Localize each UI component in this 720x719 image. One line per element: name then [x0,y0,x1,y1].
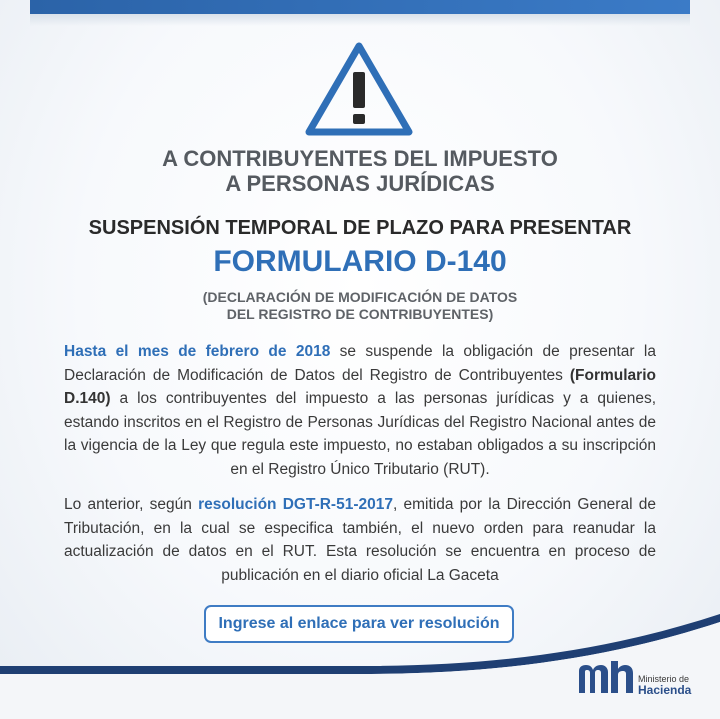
form-description [0,289,720,323]
body-paragraph-2 [64,493,656,587]
headline-line-2: A PERSONAS JURÍDICAS [225,171,495,196]
page-headline [0,146,720,196]
view-resolution-link-button[interactable]: Ingrese al enlace para ver resolución [204,605,514,643]
paragraph-1-text-a: se suspende la obligación de presentar la Declaración de Modificación de Datos del Registro de Contribuyentes [64,343,656,384]
paragraph-2-highlight: resolución DGT-R-51-2017 [198,496,393,513]
paragraph-1-bold: (Formulario D.140) [64,366,656,407]
mh-logo-icon [577,661,637,697]
logo-text-ministerio: Ministerio de [638,674,690,684]
paragraph-2-text-a: Lo anterior, según [64,496,199,513]
warning-triangle-icon [303,40,415,138]
form-description-line-1: (DECLARACIÓN DE MODIFICACIÓN DE DATOS [202,289,518,305]
top-accent-bar [30,0,690,14]
paragraph-1-text-b: a los contribuyentes del impuesto a las personas jurídicas y a quienes, estando inscritos en el Registro de Personas Jurídicas del Registro Nacional antes de la vigencia de la Ley que regula este impuesto, no estaban obligados a su inscripción en el Registro Único Tributario (RUT). [64,390,656,478]
form-description-line-2: DEL REGISTRO DE CONTRIBUYENTES) [226,306,494,322]
top-bar-shadow [30,14,690,26]
form-title: FORMULARIO D-140 [213,245,507,278]
headline-line-1: A CONTRIBUYENTES DEL IMPUESTO [162,146,558,171]
paragraph-2-text-b: , emitida por la Dirección General de Tributación, en la cual se especifica también, el nuevo orden para reanudar la actualización de datos en el RUT. Esta resolución se encuentra en proceso de publicación en el diario oficial La Gaceta [64,496,656,584]
body-paragraph-1 [64,340,656,481]
logo-text-hacienda: Hacienda [638,683,692,697]
paragraph-1-highlight: Hasta el mes de febrero de 2018 [64,343,331,360]
page-subheadline: SUSPENSIÓN TEMPORAL DE PLAZO PARA PRESENTAR [88,217,632,239]
